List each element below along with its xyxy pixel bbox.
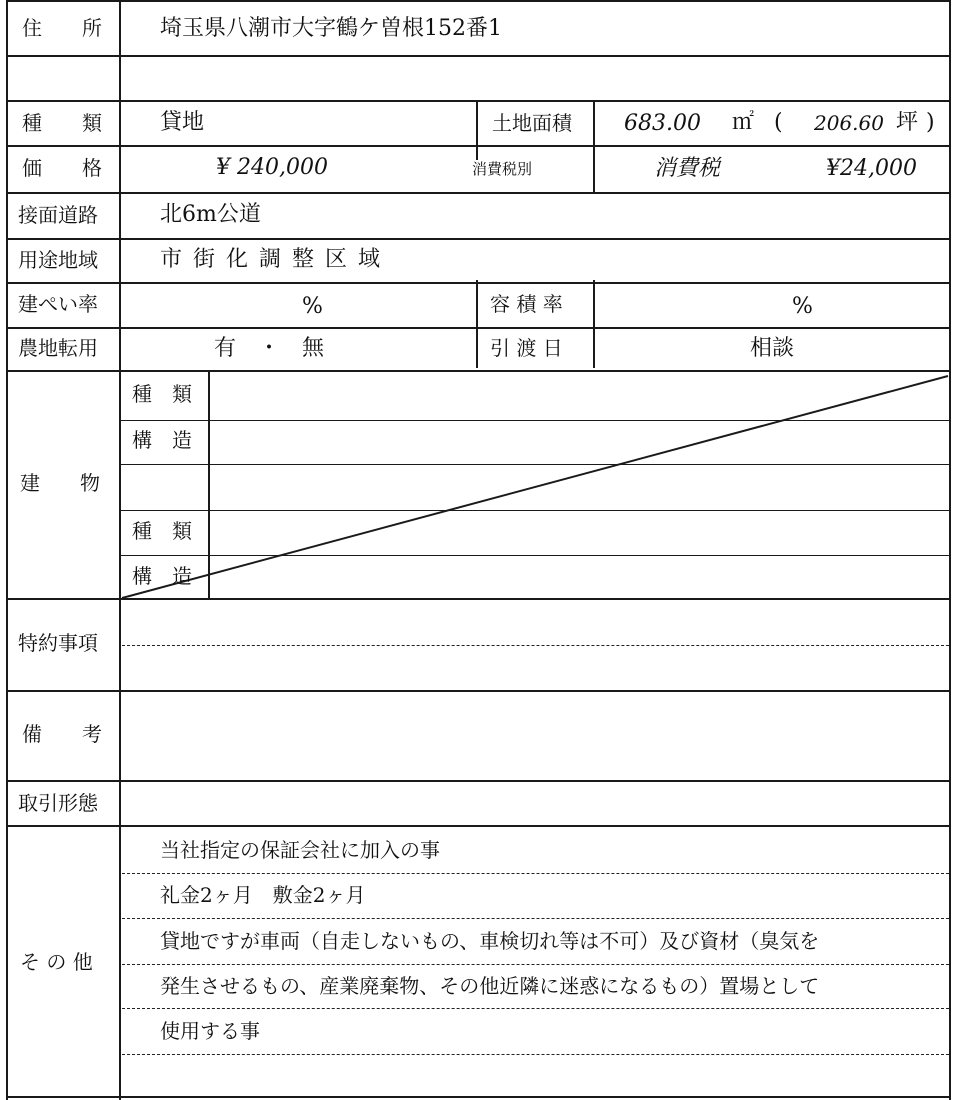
- address-value: 埼玉県八潮市大字鶴ケ曽根152番1: [160, 16, 502, 41]
- land-area-sqm-unit: ㎡: [732, 110, 755, 135]
- building-label: 建 物: [20, 471, 100, 495]
- building-row-1: 種 類: [132, 382, 192, 406]
- other-line-4: 発生させるもの、産業廃棄物、その他近隣に迷惑になるもの）置場として: [160, 974, 820, 998]
- price-label: 価 格: [22, 156, 102, 180]
- land-area-label: 土地面積: [492, 111, 572, 135]
- other-line-3: 貸地ですが車両（自走しないもの、車検切れ等は不可）及び資材（臭気を: [160, 929, 820, 953]
- other-line-2: 礼金2ヶ月 敷金2ヶ月: [160, 883, 366, 907]
- transaction-label: 取引形態: [18, 791, 98, 815]
- land-area-paren-close: ): [926, 110, 935, 135]
- building-row-5: 構 造: [132, 564, 192, 588]
- handover-label: 引 渡 日: [490, 336, 563, 360]
- price-value: ¥ 240,000: [216, 155, 328, 180]
- far-label: 容 積 率: [490, 292, 563, 316]
- coverage-label: 建ぺい率: [18, 292, 98, 316]
- land-area-tsubo-unit: 坪: [896, 110, 919, 135]
- building-row-4: 種 類: [132, 519, 192, 543]
- farmland-value: 有 ・ 無: [214, 336, 325, 361]
- special-label: 特約事項: [18, 631, 98, 655]
- type-value: 貸地: [160, 110, 205, 135]
- coverage-value: %: [302, 294, 323, 319]
- building-row-2: 構 造: [132, 428, 192, 452]
- handover-value: 相談: [750, 336, 795, 361]
- zoning-value: 市 街 化 調 整 区 域: [160, 247, 382, 272]
- land-area-sqm: 683.00: [624, 111, 701, 136]
- other-line-1: 当社指定の保証会社に加入の事: [160, 838, 440, 862]
- farmland-label: 農地転用: [18, 336, 98, 360]
- type-label: 種 類: [22, 111, 102, 135]
- address-label: 住 所: [22, 16, 102, 40]
- road-value: 北6m公道: [160, 202, 261, 227]
- land-area-paren-open: (: [774, 110, 783, 135]
- price-tax-note: 消費税別: [472, 160, 533, 178]
- other-line-5: 使用する事: [160, 1019, 260, 1043]
- zoning-label: 用途地域: [18, 248, 98, 272]
- remarks-label: 備 考: [22, 722, 102, 746]
- land-area-tsubo: 206.60: [814, 111, 884, 135]
- far-value: %: [792, 294, 813, 319]
- price-tax-value: ¥24,000: [826, 156, 917, 181]
- price-tax-label: 消費税: [654, 156, 721, 181]
- other-label: そ の 他: [20, 950, 93, 974]
- road-label: 接面道路: [18, 203, 98, 227]
